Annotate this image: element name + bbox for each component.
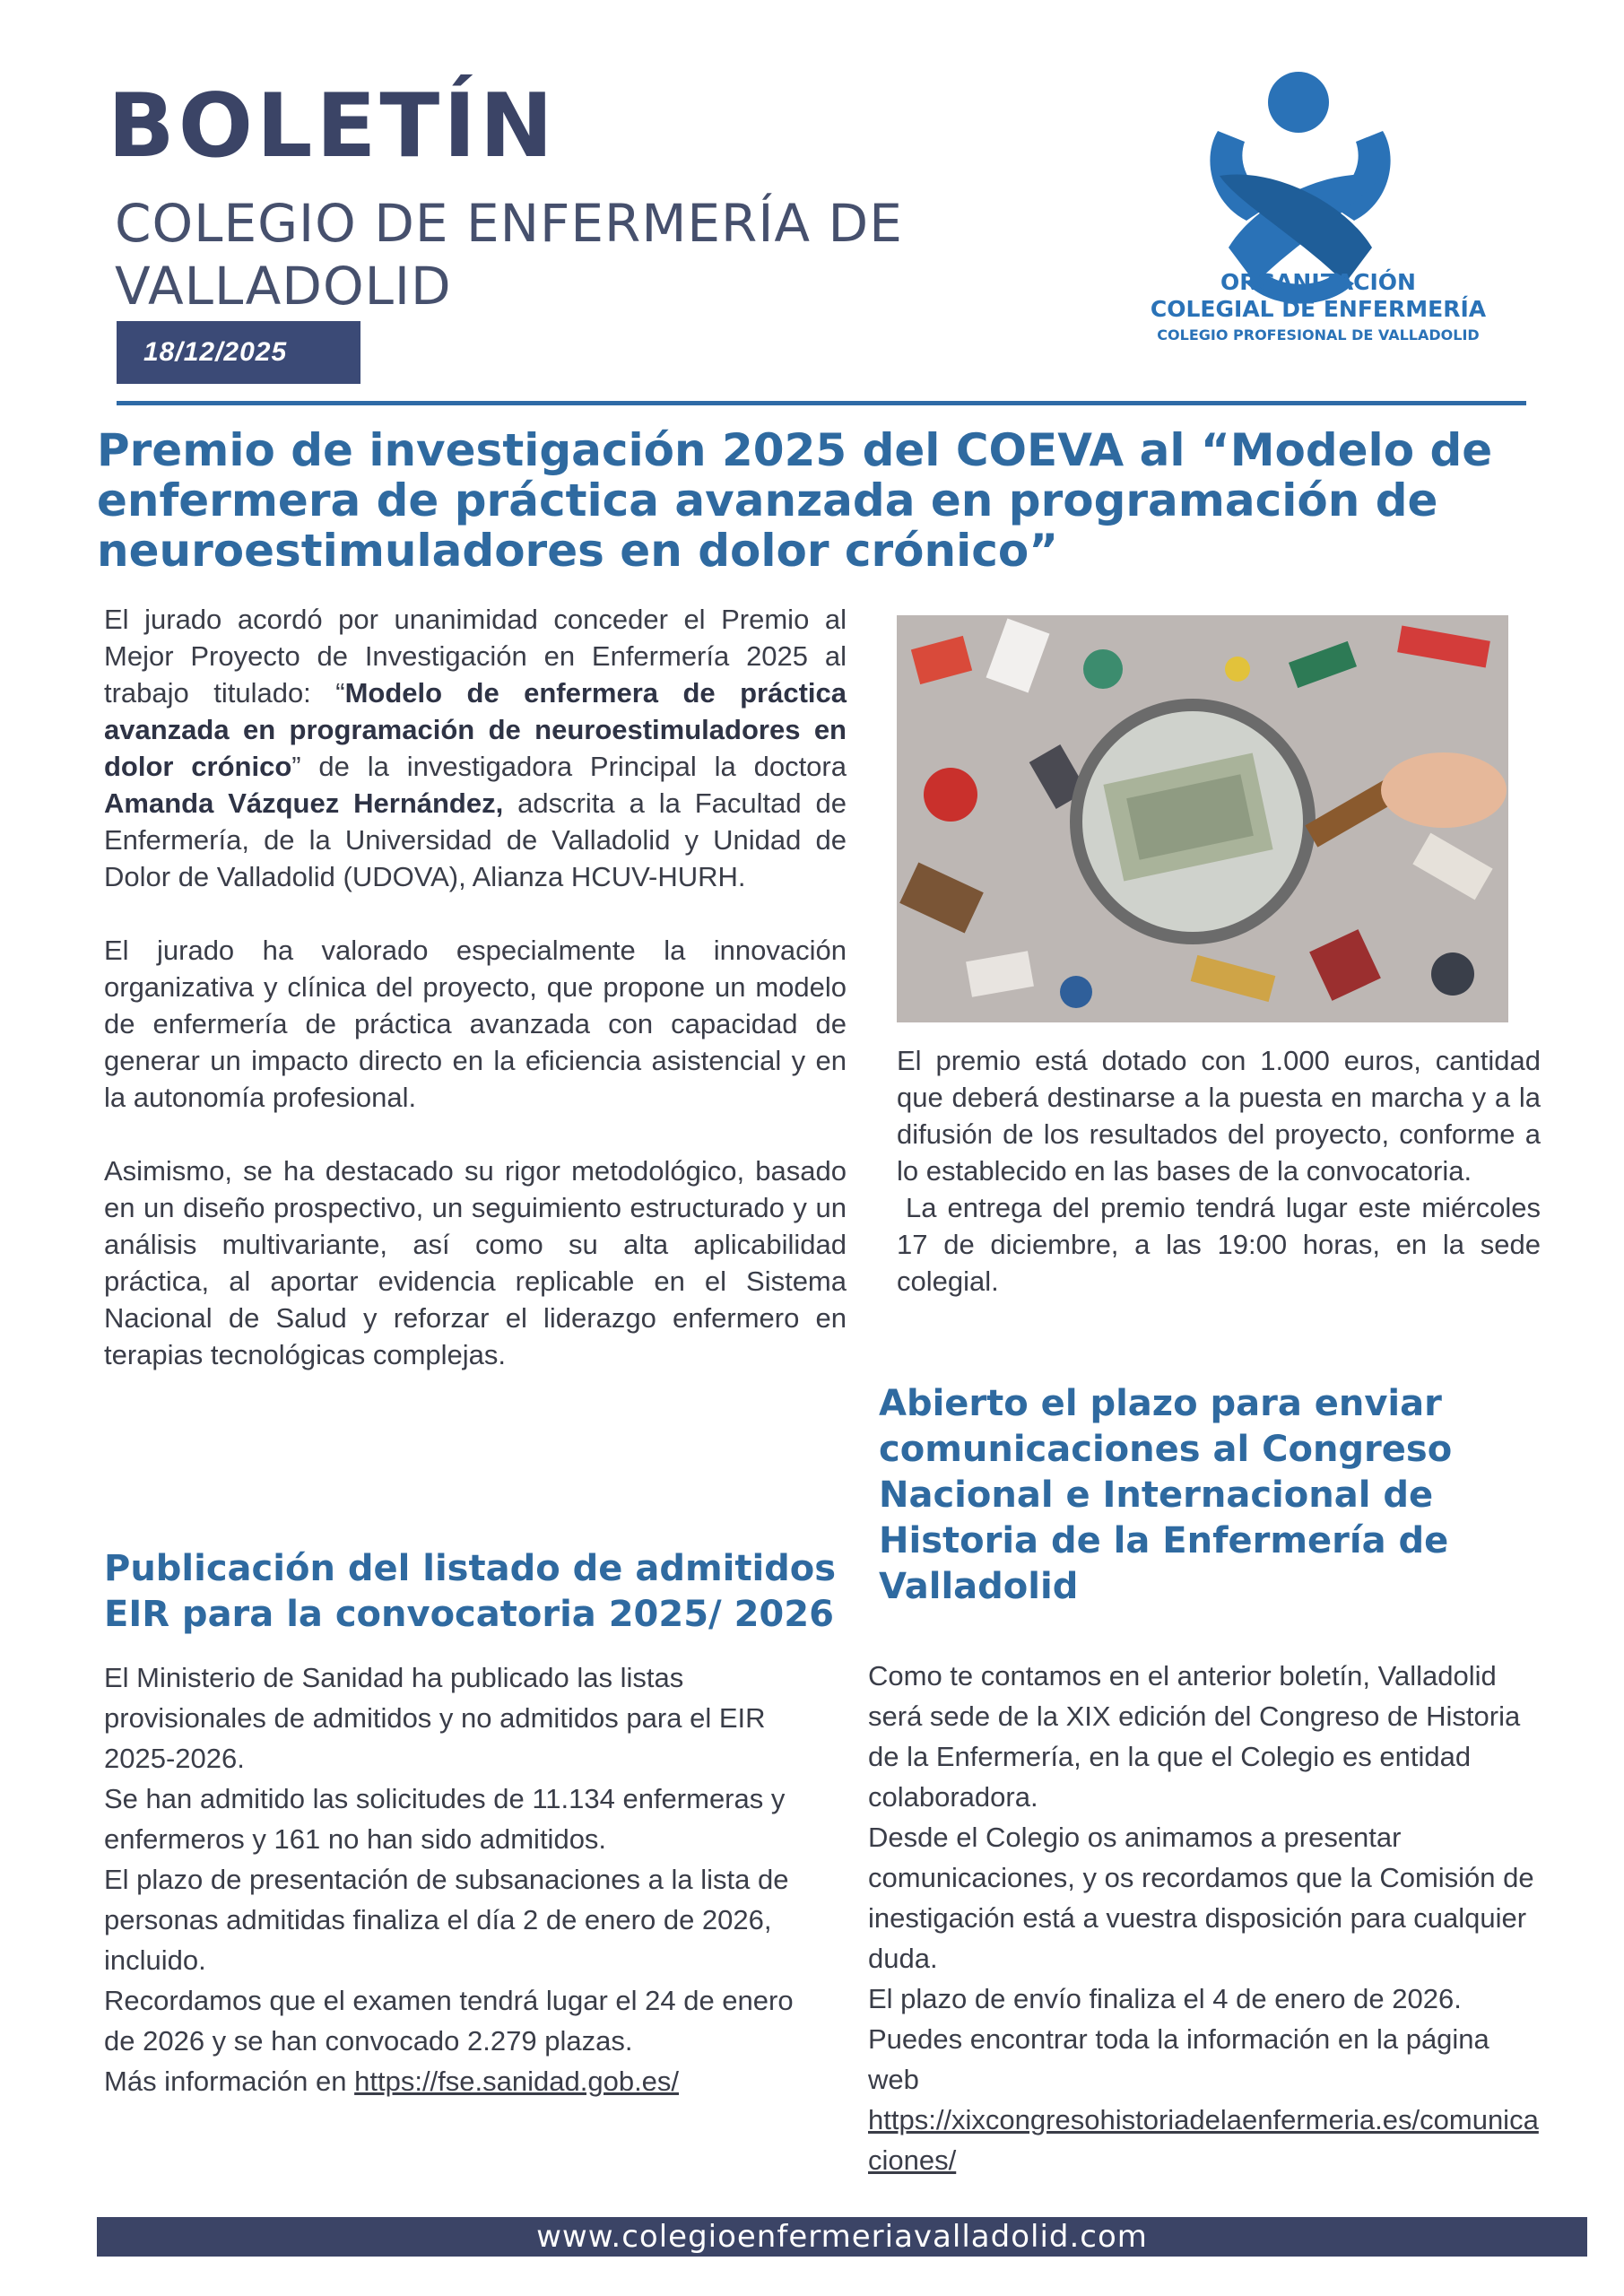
award-paragraph-4: El premio está dotado con 1.000 euros, cantidad que deberá destinarse a la puesta en marcha y a la difusión de los resultados del proyecto, conforme a lo establecido en las bases de la convocatoria. — [897, 1045, 1541, 1187]
logo-text-line2: COLEGIAL DE ENFERMERÍA — [1150, 296, 1487, 322]
congress-paragraph-3: El plazo de envío finaliza el 4 de enero de 2026. — [868, 1983, 1462, 2014]
award-researcher-name: Amanda Vázquez Hernández, — [104, 787, 504, 819]
article-eir-title: Publicación del listado de admitidos EIR para la convocatoria 2025/ 2026 — [104, 1548, 837, 1635]
congress-paragraph-4: Puedes encontrar toda la información en la página web — [868, 2023, 1489, 2095]
award-paragraph-2: El jurado ha valorado especialmente la innovación organizativa y clínica del proyecto, que propone un modelo de enfermería de práctica avanzada con capacidad de generar un impacto directo en la eficiencia asistencial y en la autonomía profesional. — [104, 935, 847, 1113]
header-divider — [117, 401, 1526, 405]
congress-link[interactable]: https://xixcongresohistoriadelaenfermeria.es/comunicaciones/ — [868, 2104, 1539, 2176]
article-congress-title: Abierto el plazo para enviar comunicaciones al Congreso Nacional e Internacional de Historia de la Enfermería de Valladolid — [879, 1383, 1453, 1607]
eir-more-info-label: Más información en — [104, 2066, 355, 2097]
award-quote-open: “ — [335, 677, 345, 709]
eir-paragraph-1: El Ministerio de Sanidad ha publicado las listas provisionales de admitidos y no admitidos para el EIR 2025-2026. — [104, 1662, 766, 1774]
congress-paragraph-1: Como te contamos en el anterior boletín, Valladolid será sede de la XIX edición del Congreso de Historia de la Enfermería, en la que el Colegio es entidad colaboradora. — [868, 1660, 1521, 1813]
logo-head — [1268, 72, 1329, 133]
logo-text-line1: ORGANIZACIÓN — [1220, 269, 1416, 295]
college-name-line2: VALLADOLID — [115, 256, 452, 317]
award-intro: El jurado acordó por unanimidad conceder el Premio al Mejor Proyecto de Investigación en Enfermería 2025 al trabajo titulado: — [104, 604, 847, 709]
award-paragraph-3: Asimismo, se ha destacado su rigor metodológico, basado en un diseño prospectivo, un seguimiento estructurado y un análisis multivariante, así como su alta aplicabilidad práctica, al aportar evidencia replicable en el Sistema Nacional de Salud y reforzar el liderazgo enfermero en terapias tecnológicas complejas. — [104, 1155, 847, 1370]
footer-website[interactable]: www.colegioenfermeriavalladolid.com — [97, 2217, 1587, 2257]
eir-more-info — [104, 2061, 821, 2101]
eir-link[interactable]: https://fse.sanidad.gob.es/ — [354, 2066, 680, 2097]
logo-text-line3: COLEGIO PROFESIONAL DE VALLADOLID — [1157, 326, 1480, 344]
congress-link-wrap — [868, 2100, 1539, 2180]
article-eir-body — [104, 1657, 821, 2101]
bulletin-title: BOLETÍN — [108, 75, 557, 178]
article-congress-body — [868, 1656, 1539, 2180]
award-paragraph-5: La entrega del premio tendrá lugar este miércoles 17 de diciembre, a las 19:00 horas, en la sede colegial. — [897, 1192, 1541, 1297]
college-name — [115, 192, 994, 317]
award-paragraph-1 — [104, 601, 847, 895]
award-project-title: Modelo de enfermera de práctica avanzada en programación de neuroestimuladores en dolor crónico — [104, 677, 847, 782]
issue-date: 18/12/2025 — [117, 321, 360, 384]
article-award-body-left — [104, 601, 847, 1373]
congress-paragraph-2: Desde el Colegio os animamos a presentar comunicaciones, y os recordamos que la Comisión de inestigación está a vuestra disposición para cualquier duda. — [868, 1822, 1534, 1974]
award-photo — [897, 615, 1508, 1022]
college-name-line1: COLEGIO DE ENFERMERÍA DE — [115, 193, 903, 254]
award-affiliation: adscrita a la Facultad de Enfermería, de la Universidad de Valladolid y Unidad de Dolor de Valladolid (UDOVA), Alianza HCUV-HURH. — [104, 787, 847, 892]
award-researcher-label: ” de la investigadora Principal la doctora — [291, 751, 847, 782]
eir-paragraph-2: Se han admitido las solicitudes de 11.134 enfermeras y enfermeros y 161 no han sido admitidos. — [104, 1783, 786, 1855]
article-award-title: Premio de investigación 2025 del COEVA al “Modelo de enfermera de práctica avanzada en programación de neuroestimuladores en dolor crónico” — [97, 424, 1493, 577]
eir-paragraph-4: Recordamos que el examen tendrá lugar el 24 de enero de 2026 y se han convocado 2.279 plazas. — [104, 1985, 794, 2057]
article-award-body-right — [897, 1042, 1541, 1300]
eir-paragraph-3: El plazo de presentación de subsanaciones a la lista de personas admitidas finaliza el día 2 de enero de 2026, incluido. — [104, 1864, 789, 1976]
